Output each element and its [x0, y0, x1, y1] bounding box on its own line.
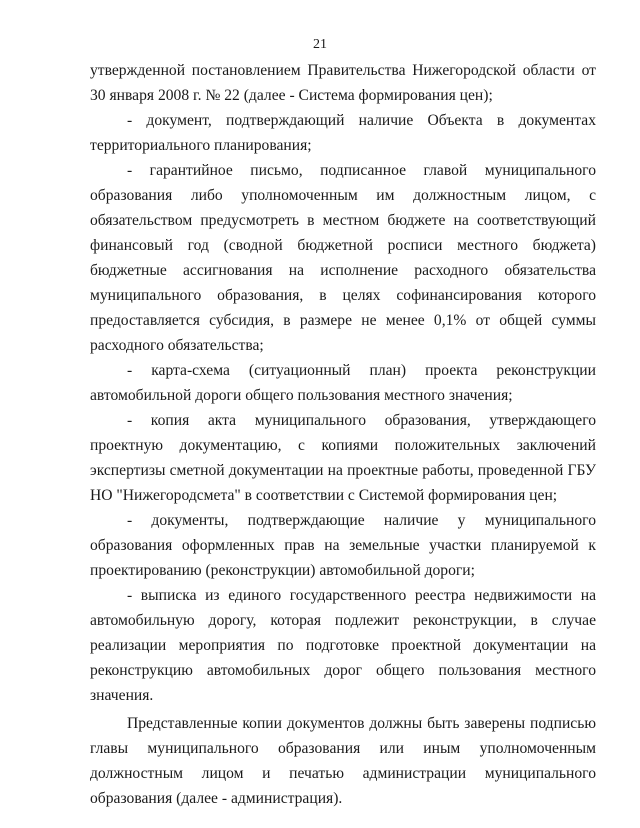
paragraph-3: - гарантийное письмо, подписанное главой муниципального образования либо уполномоченным им должностным лицом, с обязательством предусмотреть в местном бюджете на соответствующий финансовый год (сводной бюджетной росписи местного бюджета) бюджетные ассигнования на исполнение расходного обязательства муниципального образования, в целях софинансирования которого предоставляется субсидия, в размере не менее 0,1% от общей суммы расходного обязательства;: [90, 162, 596, 354]
paragraph-8: Представленные копии документов должны быть заверены подписью главы муниципального образования или иным уполномоченным должностным лицом и печатью администрации муниципального образования (далее - администрация).: [90, 715, 596, 807]
paragraph-2: - документ, подтверждающий наличие Объекта в документах территориального планирования;: [90, 112, 596, 154]
paragraph-1: утвержденной постановлением Правительства Нижегородской области от 30 января 2008 г. № 22 (далее - Система формирования цен);: [90, 62, 596, 104]
paragraph-4: - карта-схема (ситуационный план) проекта реконструкции автомобильной дороги общего пользования местного значения;: [90, 362, 596, 404]
page-number: 21: [313, 37, 327, 52]
page-body: [90, 58, 596, 811]
paragraph-5: - копия акта муниципального образования, утверждающего проектную документацию, с копиями положительных заключений экспертизы сметной документации на проектные работы, проведенной ГБУ НО "Нижегородсмета" в соответствии с Системой формирования цен;: [90, 412, 596, 504]
paragraph-6: - документы, подтверждающие наличие у муниципального образования оформленных прав на земельные участки планируемой к проектированию (реконструкции) автомобильной дороги;: [90, 512, 596, 579]
paragraph-7: - выписка из единого государственного реестра недвижимости на автомобильную дорогу, которая подлежит реконструкции, в случае реализации мероприятия по подготовке проектной документации на реконструкцию автомобильных дорог общего пользования местного значения.: [90, 587, 596, 704]
